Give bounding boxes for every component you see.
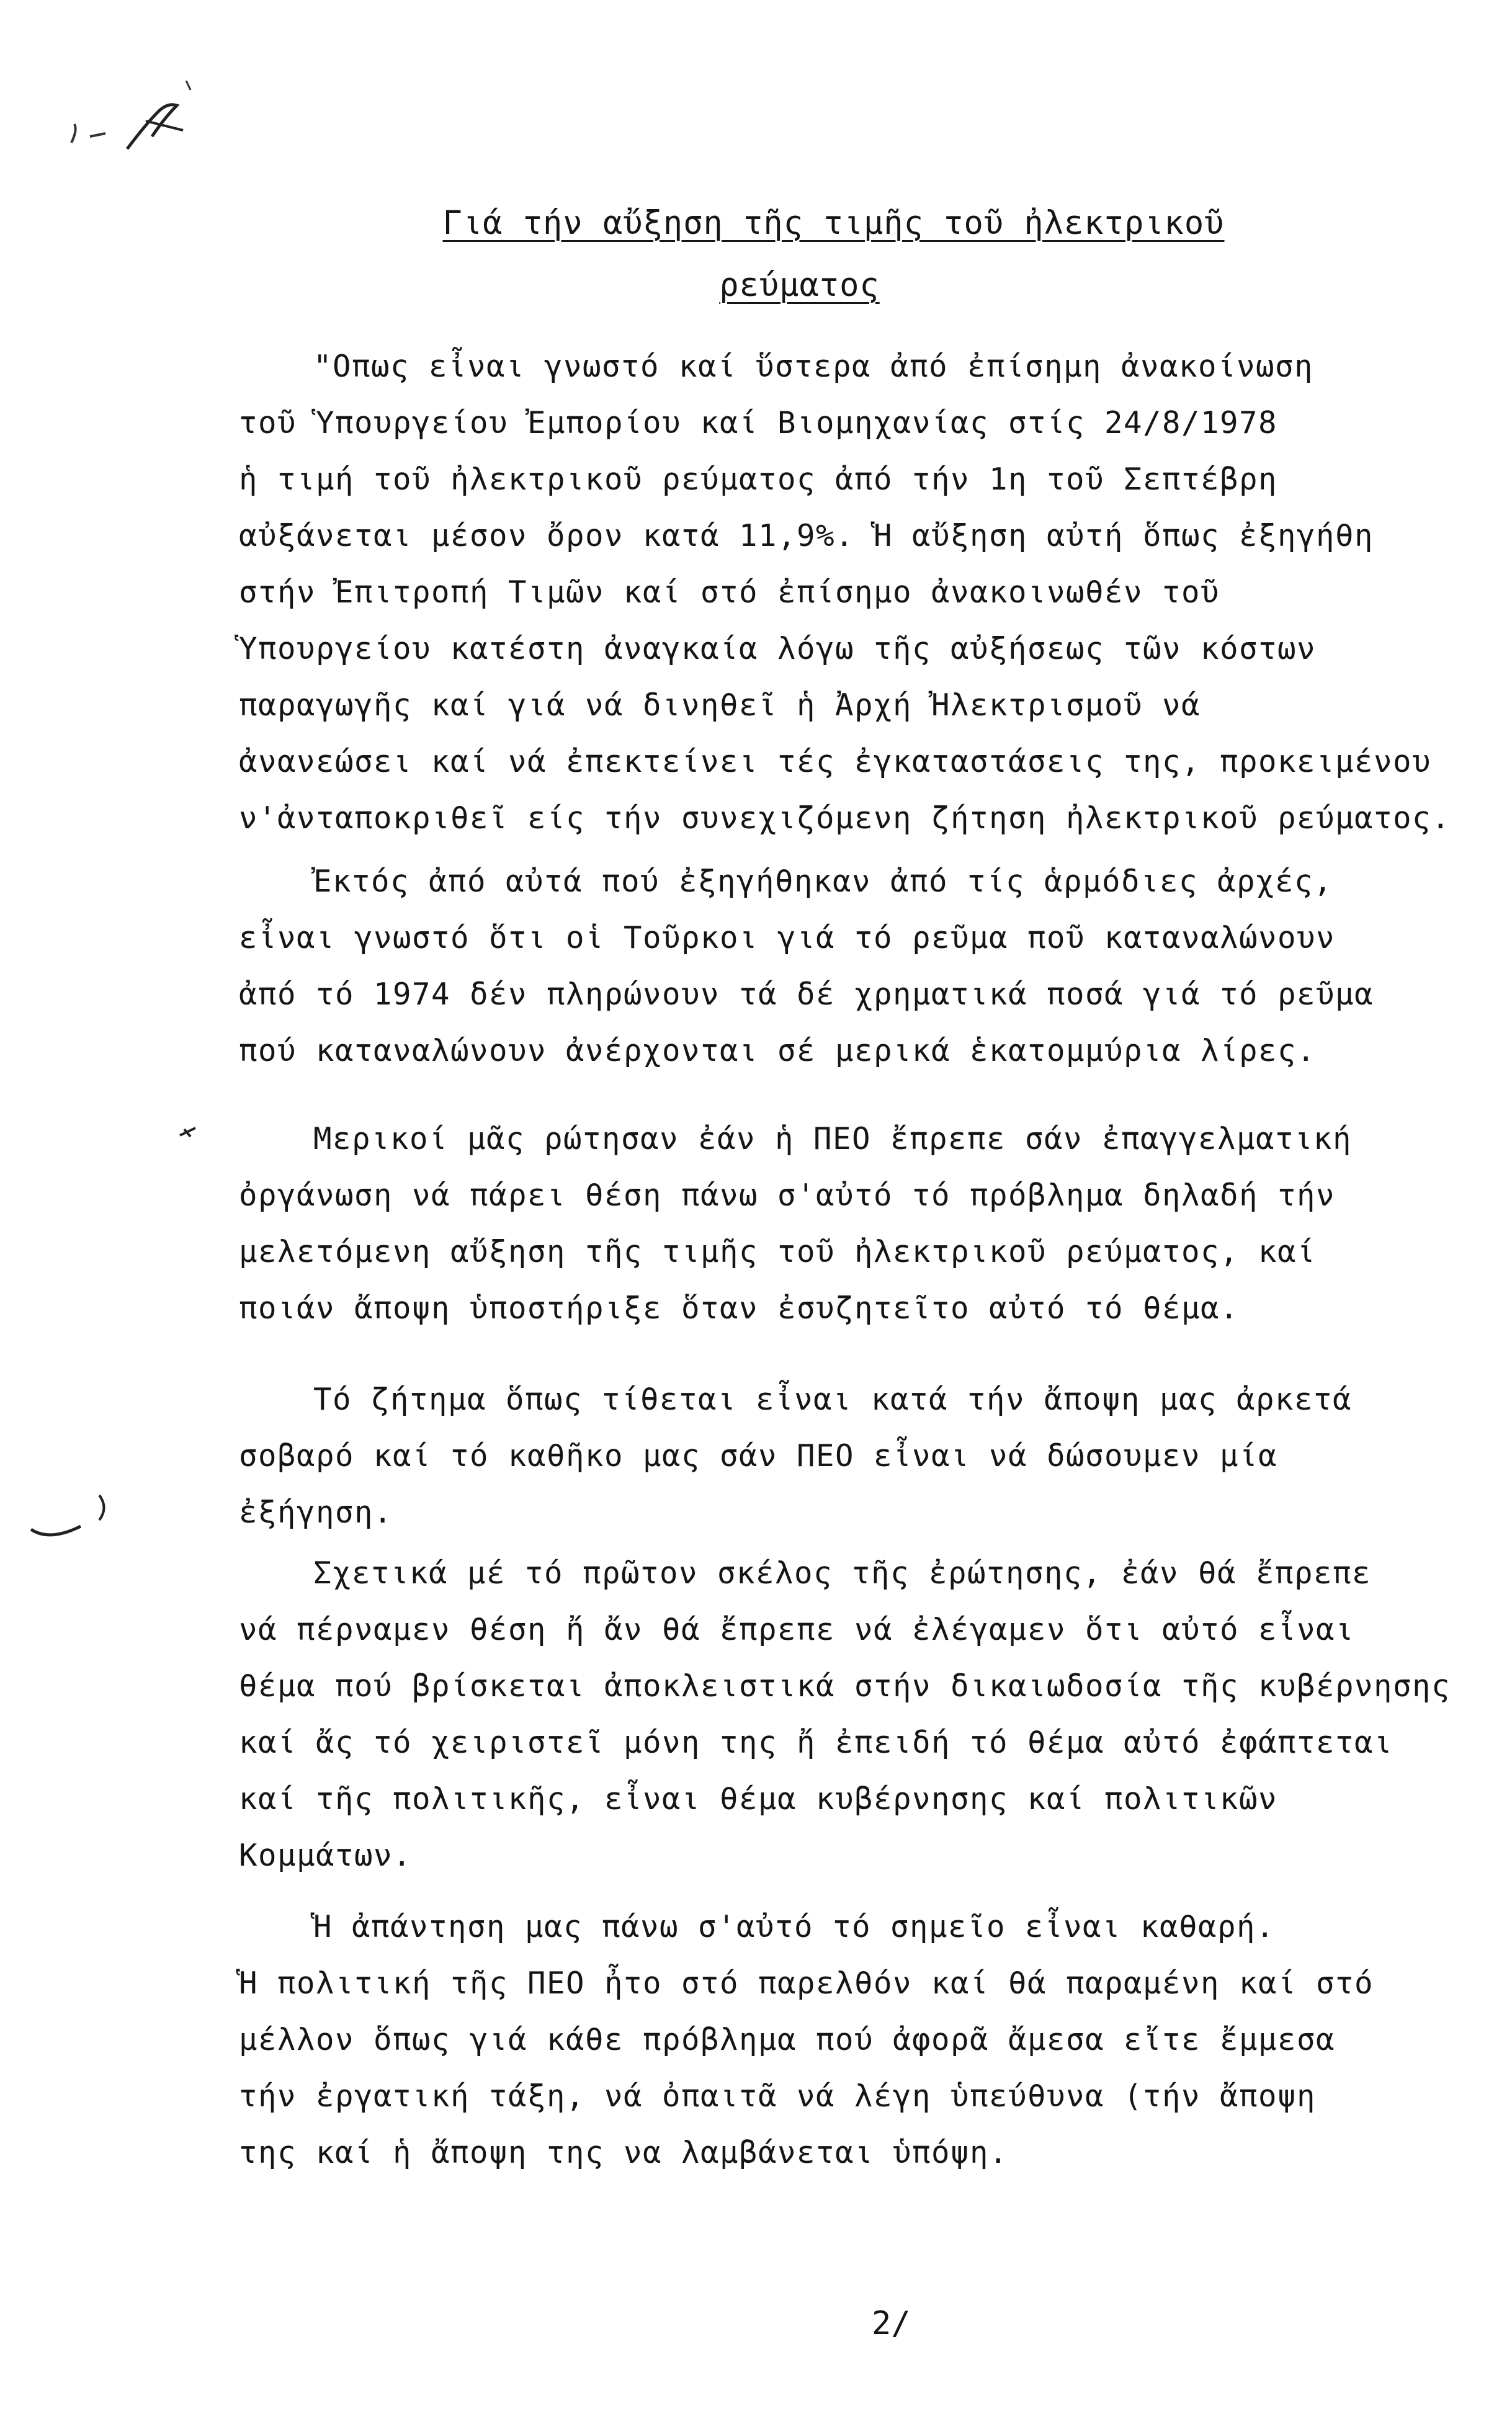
text-line: καί ἄς τό χειριστεῖ μόνη της ἤ ἐπειδή τό θέμα αὐτό ἐφάπτεται: [239, 1725, 1393, 1760]
text-line: Κομμάτων.: [239, 1838, 413, 1873]
text-line: στήν Ἐπιτροπή Τιμῶν καί στό ἐπίσημο ἀνακοινωθέν τοῦ: [239, 575, 1220, 610]
text-line: πού καταναλώνουν ἀνέρχονται σέ μερικά ἑκατομμύρια λίρες.: [239, 1033, 1317, 1068]
text-line: Ἐκτός ἀπό αὐτά πού ἐξηγήθηκαν ἀπό τίς ἁρμόδιες ἀρχές,: [313, 864, 1333, 899]
paragraph-6: [239, 1899, 1418, 2181]
text-line: ἡ τιμή τοῦ ἠλεκτρικοῦ ρεύματος ἀπό τήν 1η τοῦ Σεπτέβρη: [239, 462, 1278, 497]
text-line: σοβαρό καί τό καθῆκο μας σάν ΠΕΟ εἶναι νά δώσουμεν μία: [239, 1438, 1278, 1474]
page-number: 2/: [872, 2305, 911, 2342]
text-line: ὀργάνωση νά πάρει θέση πάνω σ'αὐτό τό πρόβλημα δηλαδή τήν: [239, 1178, 1336, 1213]
text-line: ἀπό τό 1974 δέν πληρώνουν τά δέ χρηματικά ποσά γιά τό ρεῦμα: [239, 977, 1374, 1012]
text-line: τοῦ Ὑπουργείου Ἐμπορίου καί Βιομηχανίας στίς 24/8/1978: [239, 405, 1278, 441]
text-line: θέμα πού βρίσκεται ἀποκλειστικά στήν δικαιωδοσία τῆς κυβέρνησης: [239, 1668, 1451, 1704]
text-line: "Οπως εἶναι γνωστό καί ὕστερα ἀπό ἐπίσημη ἀνακοίνωση: [313, 349, 1314, 384]
text-line: ἐξήγηση.: [239, 1495, 393, 1530]
text-line: νά πέρναμεν θέση ἤ ἄν θά ἔπρεπε νά ἐλέγαμεν ὅτι αὐτό εἶναι: [239, 1612, 1355, 1647]
paragraph-5: [239, 1545, 1451, 1884]
text-line: εἶναι γνωστό ὅτι οἱ Τοῦρκοι γιά τό ρεῦμα ποῦ καταναλώνουν: [239, 920, 1336, 955]
text-line: αὐξάνεται μέσον ὄρον κατά 11,9%. Ἡ αὔξηση αὐτή ὅπως ἐξηγήθη: [239, 518, 1374, 553]
bullet-mark-left-margin: [177, 1123, 202, 1142]
text-line: Ἡ πολιτική τῆς ΠΕΟ ἦτο στό παρελθόν καί θά παραμένη καί στό: [239, 1966, 1374, 2001]
handwritten-scribble-top-left: [59, 68, 202, 168]
text-line: τήν ἐργατική τάξη, νά ὀπαιτᾶ νά λέγη ὑπεύθυνα (τήν ἄποψη: [239, 2078, 1317, 2114]
document-title-line-2: ρεύματος: [719, 267, 880, 304]
text-line: Ἡ ἀπάντηση μας πάνω σ'αὐτό τό σημεῖο εἶναι καθαρή.: [313, 1909, 1276, 1944]
handwritten-mark-left-margin: [25, 1483, 124, 1551]
text-line: μελετόμενη αὔξηση τῆς τιμῆς τοῦ ἠλεκτρικοῦ ρεύματος, καί: [239, 1234, 1317, 1269]
text-line: ἀνανεώσει καί νά ἐπεκτείνει τές ἐγκαταστάσεις της, προκειμένου: [239, 744, 1432, 779]
text-line: καί τῆς πολιτικῆς, εἶναι θέμα κυβέρνησης καί πολιτικῶν: [239, 1781, 1278, 1817]
paragraph-1: [239, 338, 1451, 846]
text-line: Ὑπουργείου κατέστη ἀναγκαία λόγω τῆς αὐξήσεως τῶν κόστων: [239, 631, 1317, 666]
text-line: της καί ἡ ἄποψη της να λαμβάνεται ὑπόψη.: [239, 2135, 1009, 2170]
document-title-line-1: Γιά τήν αὔξηση τῆς τιμῆς τοῦ ἠλεκτρικοῦ: [442, 205, 1225, 242]
text-line: ν'ἀνταποκριθεῖ είς τήν συνεχιζόμενη ζήτηση ἠλεκτρικοῦ ρεύματος.: [239, 800, 1451, 836]
paragraph-3: [239, 1111, 1418, 1336]
text-line: Τό ζήτημα ὅπως τίθεται εἶναι κατά τήν ἄποψη μας ἀρκετά: [313, 1382, 1353, 1417]
text-line: παραγωγῆς καί γιά νά δινηθεῖ ἡ Ἀρχή Ἠλεκτρισμοῦ νά: [239, 687, 1201, 723]
text-line: Σχετικά μέ τό πρῶτον σκέλος τῆς ἐρώτησης, ἐάν θά ἔπρεπε: [313, 1555, 1372, 1591]
paragraph-2: [239, 853, 1418, 1079]
text-line: ποιάν ἄποψη ὑποστήριξε ὅταν ἐσυζητεῖτο αὐτό τό θέμα.: [239, 1290, 1240, 1326]
text-line: μέλλον ὅπως γιά κάθε πρόβλημα πού ἀφορᾶ ἄμεσα εἴτε ἔμμεσα: [239, 2022, 1336, 2057]
text-line: Μερικοί μᾶς ρώτησαν ἐάν ἡ ΠΕΟ ἔπρεπε σάν ἐπαγγελματική: [313, 1121, 1353, 1156]
paragraph-4: [239, 1371, 1418, 1541]
